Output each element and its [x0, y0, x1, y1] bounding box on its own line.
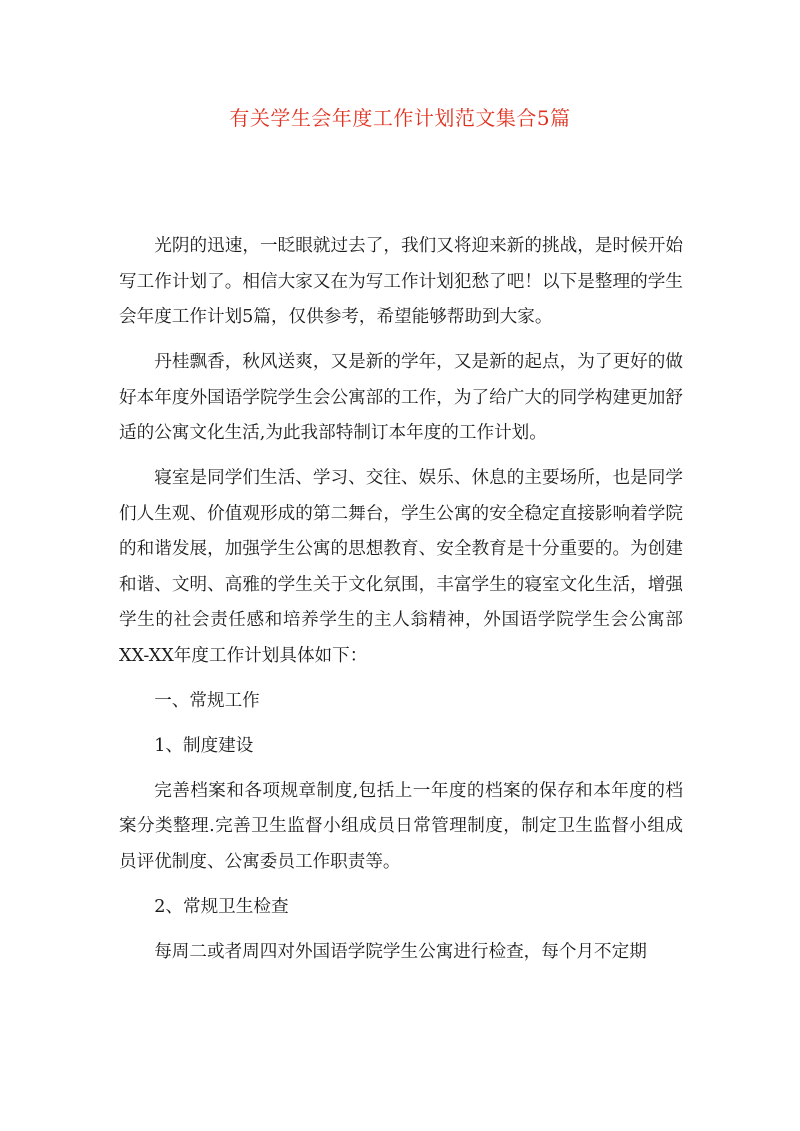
paragraph-plan-purpose: 丹桂飘香，秋风送爽，又是新的学年，又是新的起点，为了更好的做好本年度外国语学院学生会公寓部的工作，为了给广大的同学构建更加舒适的公寓文化生活,为此我部特制订本年度的工作计划。	[119, 352, 683, 443]
paragraph-system-building: 完善档案和各项规章制度,包括上一年度的档案的保存和本年度的档案分类整理.完善卫生监督小组成员日常管理制度，制定卫生监督小组成员评优制度、公寓委员工作职责等。	[119, 780, 683, 872]
document-body	[119, 229, 683, 970]
paragraph-hygiene-inspection: 每周二或者周四对外国语学院学生公寓进行检查，每个月不定期	[154, 941, 647, 962]
section-heading-routine-work: 一、常规工作	[154, 690, 260, 711]
subheading-hygiene-inspection: 2、常规卫生检查	[154, 896, 289, 917]
subheading-system-building: 1、制度建设	[154, 735, 254, 756]
paragraph-dormitory: 寝室是同学们生活、学习、交往、娱乐、休息的主要场所，也是同学们人生观、价值观形成的第二舞台，学生公寓的安全稳定直接影响着学院的和谐发展，加强学生公寓的思想教育、安全教育是十分重要的。为创建和谐、文明、高雅的学生关于文化氛围，丰富学生的寝室文化生活，增强学生的社会责任感和培养学生的主人翁精神，外国语学院学生会公寓部XX-XX年度工作计划具体如下：	[119, 468, 683, 666]
document-title: 有关学生会年度工作计划范文集合5篇	[229, 106, 571, 130]
paragraph-intro: 光阴的迅速，一眨眼就过去了，我们又将迎来新的挑战，是时候开始写工作计划了。相信大家又在为写工作计划犯愁了吧！以下是整理的学生会年度工作计划5篇，仅供参考，希望能够帮助到大家。	[119, 236, 683, 327]
